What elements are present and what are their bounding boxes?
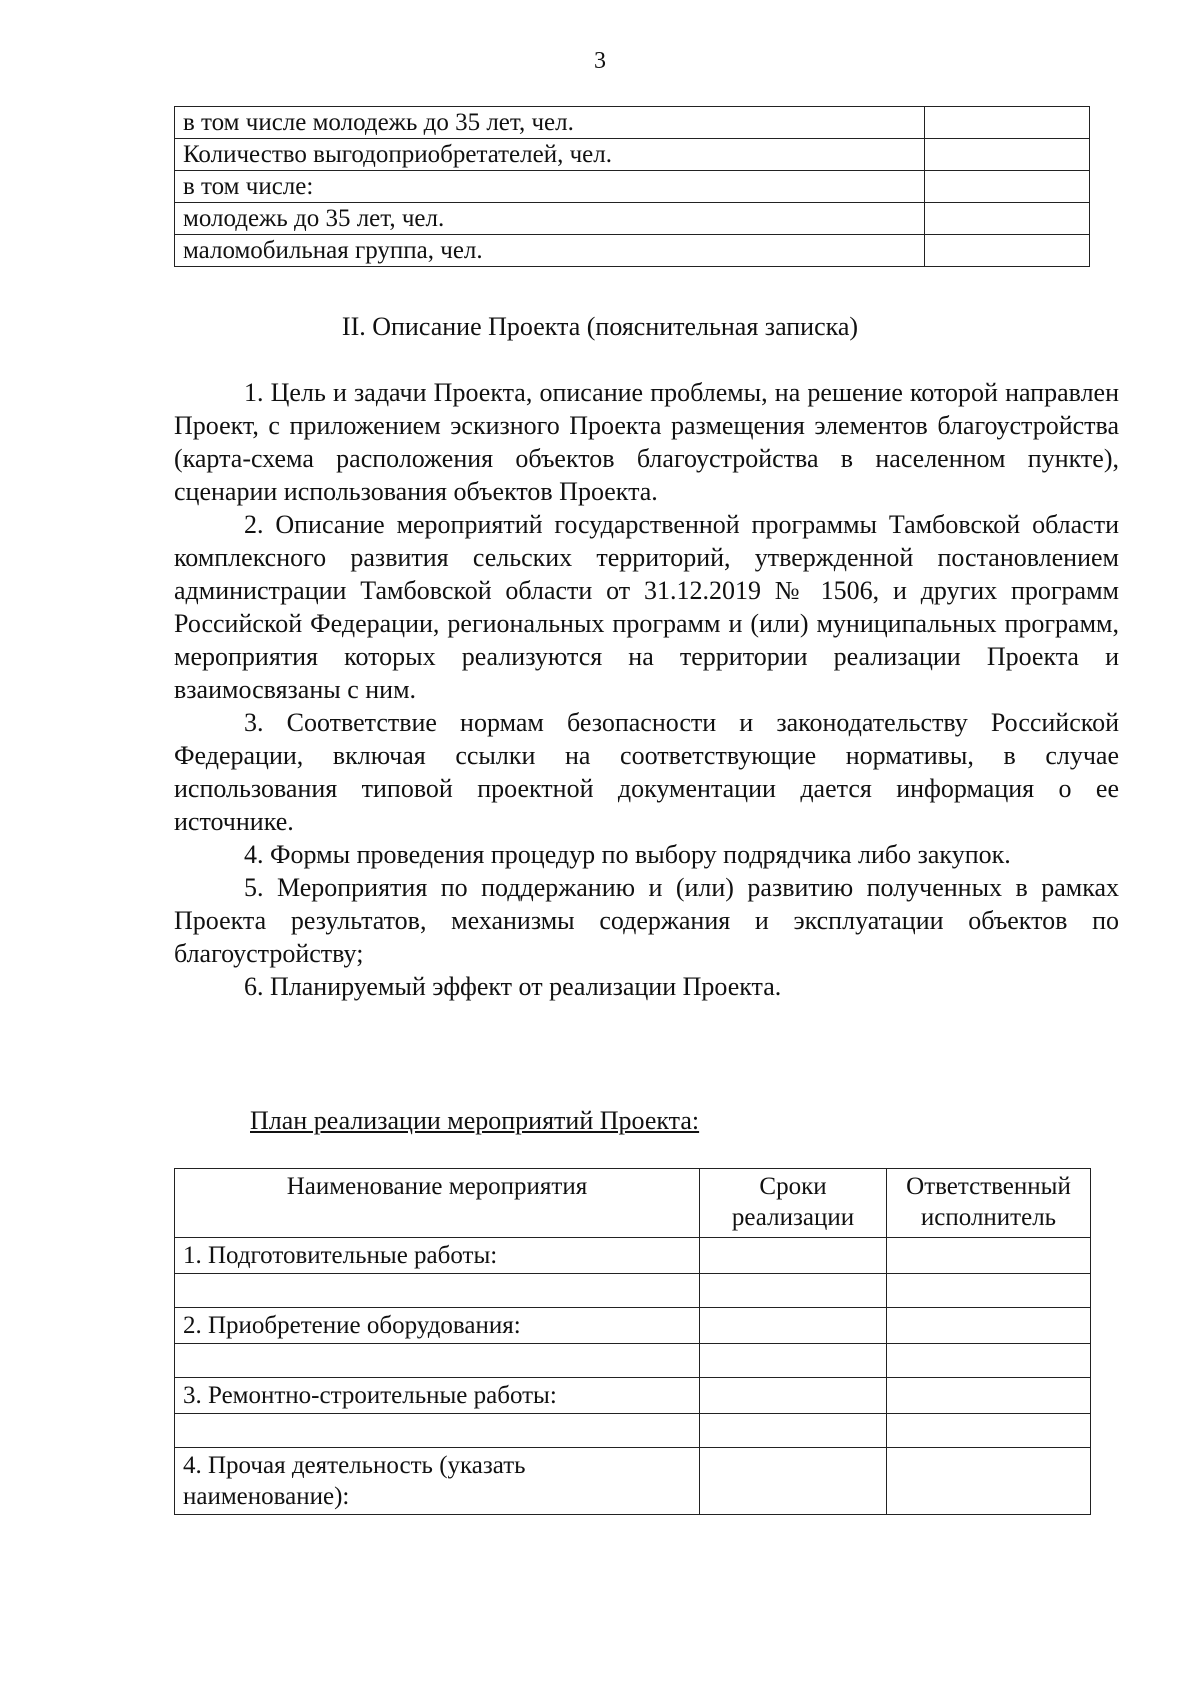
paragraph-effect: 6. Планируемый эффект от реализации Проекта. — [244, 972, 782, 1001]
section-heading: II. Описание Проекта (пояснительная записка) — [341, 312, 859, 341]
activity-responsible — [887, 1274, 1091, 1308]
table-row — [175, 1414, 1091, 1448]
implementation-plan-table — [174, 1168, 1091, 1515]
table-row — [175, 1378, 1091, 1414]
plan-heading: План реализации мероприятий Проекта: — [250, 1106, 700, 1135]
row-label: маломобильная группа, чел. — [175, 235, 925, 267]
table-row — [175, 1344, 1091, 1378]
row-label: в том числе: — [175, 171, 925, 203]
header-name: Наименование мероприятия — [175, 1169, 700, 1238]
row-value — [925, 203, 1090, 235]
activity-name — [175, 1344, 700, 1378]
activity-name: 1. Подготовительные работы: — [175, 1238, 700, 1274]
table-row — [175, 1238, 1091, 1274]
table-row — [175, 1308, 1091, 1344]
table-row — [175, 139, 1090, 171]
activity-name — [175, 1274, 700, 1308]
paragraph-maintenance: 5. Мероприятия по поддержанию и (или) развитию полученных в рамках Проекта результатов, механизмы содержания и эксплуатации объектов по благоустройству; — [174, 873, 1119, 968]
activity-responsible — [887, 1308, 1091, 1344]
activity-responsible — [887, 1238, 1091, 1274]
paragraph-goals: 1. Цель и задачи Проекта, описание проблемы, на решение которой направлен Проект, с приложением эскизного Проекта размещения элементов благоустройства (карта-схема расположения объектов благоустройства в населенном пункте), сценарии использования объектов Проекта. — [174, 378, 1119, 506]
table-row — [175, 235, 1090, 267]
activity-responsible — [887, 1344, 1091, 1378]
activity-name: 2. Приобретение оборудования: — [175, 1308, 700, 1344]
row-value — [925, 235, 1090, 267]
header-dates: Сроки реализации — [700, 1169, 887, 1238]
activity-dates — [700, 1238, 887, 1274]
activity-name — [175, 1414, 700, 1448]
table-row — [175, 171, 1090, 203]
row-label: в том числе молодежь до 35 лет, чел. — [175, 107, 925, 139]
table-row — [175, 203, 1090, 235]
table-header-row — [175, 1169, 1091, 1238]
header-responsible: Ответственный исполнитель — [887, 1169, 1091, 1238]
paragraph-safety-compliance: 3. Соответствие нормам безопасности и законодательству Российской Федерации, включая ссылки на соответствующие нормативы, в случае использования типовой проектной документации дается информация о ее источнике. — [174, 708, 1119, 836]
explanatory-note — [174, 376, 1119, 1003]
activity-dates — [700, 1378, 887, 1414]
activity-dates — [700, 1308, 887, 1344]
table-row — [175, 1274, 1091, 1308]
activity-dates — [700, 1448, 887, 1515]
table-row — [175, 1448, 1091, 1515]
activity-name: 3. Ремонтно-строительные работы: — [175, 1378, 700, 1414]
activity-dates — [700, 1344, 887, 1378]
row-value — [925, 171, 1090, 203]
beneficiaries-table — [174, 106, 1090, 267]
row-label: молодежь до 35 лет, чел. — [175, 203, 925, 235]
table-row — [175, 107, 1090, 139]
row-value — [925, 139, 1090, 171]
activity-dates — [700, 1274, 887, 1308]
activity-responsible — [887, 1448, 1091, 1515]
paragraph-procurement: 4. Формы проведения процедур по выбору подрядчика либо закупок. — [244, 840, 1011, 869]
page-number: 3 — [594, 48, 606, 74]
activity-dates — [700, 1414, 887, 1448]
activity-responsible — [887, 1414, 1091, 1448]
row-value — [925, 107, 1090, 139]
row-label: Количество выгодоприобретателей, чел. — [175, 139, 925, 171]
activity-responsible — [887, 1378, 1091, 1414]
activity-name: 4. Прочая деятельность (указать наименование): — [175, 1448, 700, 1515]
paragraph-program-activities: 2. Описание мероприятий государственной программы Тамбовской области комплексного развития сельских территорий, утвержденной постановлением администрации Тамбовской области от 31.12.2019 № 1506, и других программ Российской Федерации, региональных программ и (или) муниципальных программ, мероприятия которых реализуются на территории реализации Проекта и взаимосвязаны с ним. — [174, 510, 1119, 704]
